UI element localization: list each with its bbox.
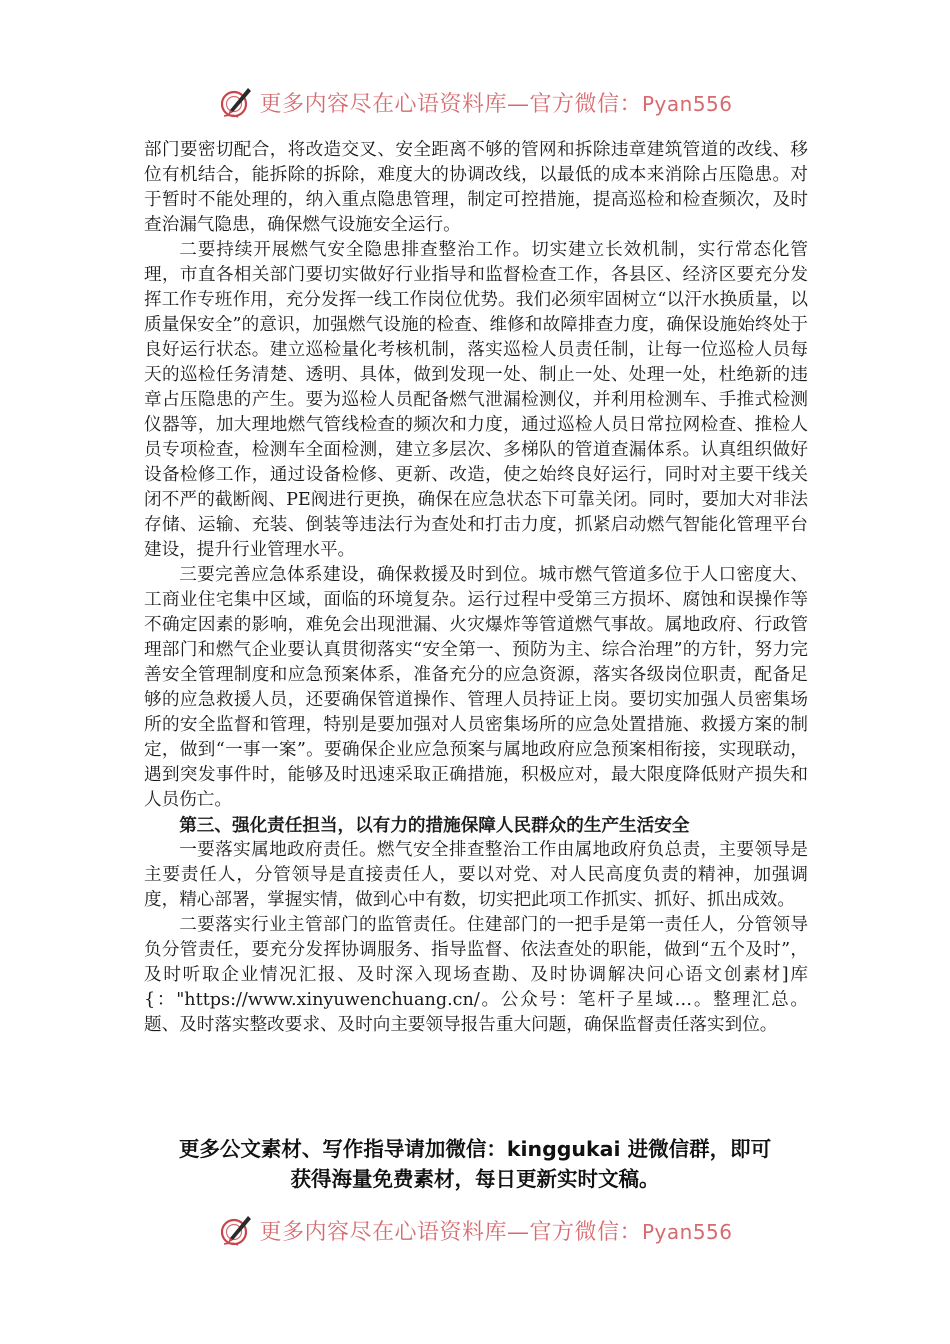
header-wechat-id: Pyan556 xyxy=(642,91,733,116)
promo-line-2: 获得海量免费素材，每日更新实时文稿。 xyxy=(290,1167,660,1191)
footer-banner xyxy=(0,1210,950,1250)
footer-wechat-id: Pyan556 xyxy=(642,1219,733,1244)
article-body xyxy=(144,138,808,1038)
quill-pen-seal-icon xyxy=(217,1211,255,1249)
quill-pen-seal-icon xyxy=(217,83,255,121)
paragraph-3: 三要完善应急体系建设，确保救援及时到位。城市燃气管道多位于人口密度大、工商业住宅集中区域，面临的环境复杂。运行过程中受第三方损坏、腐蚀和误操作等不确定因素的影响，难免会出现泄漏、火灾爆炸等管道燃气事故。属地政府、行政管理部门和燃气企业要认真贯彻落实“安全第一、预防为主、综合治理”的方针，努力完善安全管理制度和应急预案体系，准备充分的应急资源，落实各级岗位职责，配备足够的应急救援人员，还要确保管道操作、管理人员持证上岗。要切实加强人员密集场所的安全监督和管理，特别是要加强对人员密集场所的应急处置措施、救援方案的制定，做到“一事一案”。要确保企业应急预案与属地政府应急预案相衔接，实现联动，遇到突发事件时，能够及时迅速采取正确措施，积极应对，最大限度降低财产损失和人员伤亡。 xyxy=(144,565,808,810)
promo-notice xyxy=(120,1134,830,1194)
paragraph-5: 二要落实行业主管部门的监管责任。住建部门的一把手是第一责任人，分管领导负分管责任，要充分发挥协调服务、指导监督、依法查处的职能，做到“五个及时”，及时听取企业情况汇报、及时深入现场查勘、及时协调解决问心语文创素材]库{："https://www.xinyuwenchuang.cn/。公众号：笔杆子星域…。整理汇总。题、及时落实整改要求、及时向主要领导报告重大问题，确保监督责任落实到位。 xyxy=(144,915,808,1035)
paragraph-4: 一要落实属地政府责任。燃气安全排查整治工作由属地政府负总责，主要领导是主要责任人，分管领导是直接责任人，要以对党、对人民高度负责的精神，加强调度，精心部署，掌握实情，做到心中有数，切实把此项工作抓实、抓好、抓出成效。 xyxy=(144,840,808,910)
paragraph-1: 部门要密切配合，将改造交叉、安全距离不够的管网和拆除违章建筑管道的改线、移位有机结合，能拆除的拆除，难度大的协调改线，以最低的成本来消除占压隐患。对于暂时不能处理的，纳入重点隐患管理，制定可控措施，提高巡检和检查频次，及时查治漏气隐患，确保燃气设施安全运行。 xyxy=(144,140,808,235)
section-heading: 第三、强化责任担当，以有力的措施保障人民群众的生产生活安全 xyxy=(179,815,690,836)
promo-line-1: 更多公文素材、写作指导请加微信：kinggukai 进微信群，即可 xyxy=(178,1137,772,1161)
footer-banner-text: 更多内容尽在心语资料库—官方微信：Pyan556 xyxy=(259,1219,733,1245)
paragraph-2: 二要持续开展燃气安全隐患排查整治工作。切实建立长效机制，实行常态化管理，市直各相关部门要切实做好行业指导和监督检查工作，各县区、经济区要充分发挥工作专班作用，充分发挥一线工作岗位优势。我们必须牢固树立“以汗水换质量，以质量保安全”的意识，加强燃气设施的检查、维修和故障排查力度，确保设施始终处于良好运行状态。建立巡检量化考核机制，落实巡检人员责任制，让每一位巡检人员每天的巡检任务清楚、透明、具体，做到发现一处、制止一处、处理一处，杜绝新的违章占压隐患的产生。要为巡检人员配备燃气泄漏检测仪，并利用检测车、手推式检测仪器等，加大理地燃气管线检查的频次和力度，通过巡检人员日常拉网检查、推检人员专项检查，检测车全面检测，建立多层次、多梯队的管道查漏体系。认真组织做好设备检修工作，通过设备检修、更新、改造，使之始终良好运行，同时对主要干线关闭不严的截断阀、PE阀进行更换，确保在应急状态下可靠关闭。同时，要加大对非法存储、运输、充装、倒装等违法行为查处和打击力度，抓紧启动燃气智能化管理平台建设，提升行业管理水平。 xyxy=(144,240,808,560)
header-banner-text: 更多内容尽在心语资料库—官方微信：Pyan556 xyxy=(259,91,733,117)
header-banner xyxy=(0,82,950,122)
